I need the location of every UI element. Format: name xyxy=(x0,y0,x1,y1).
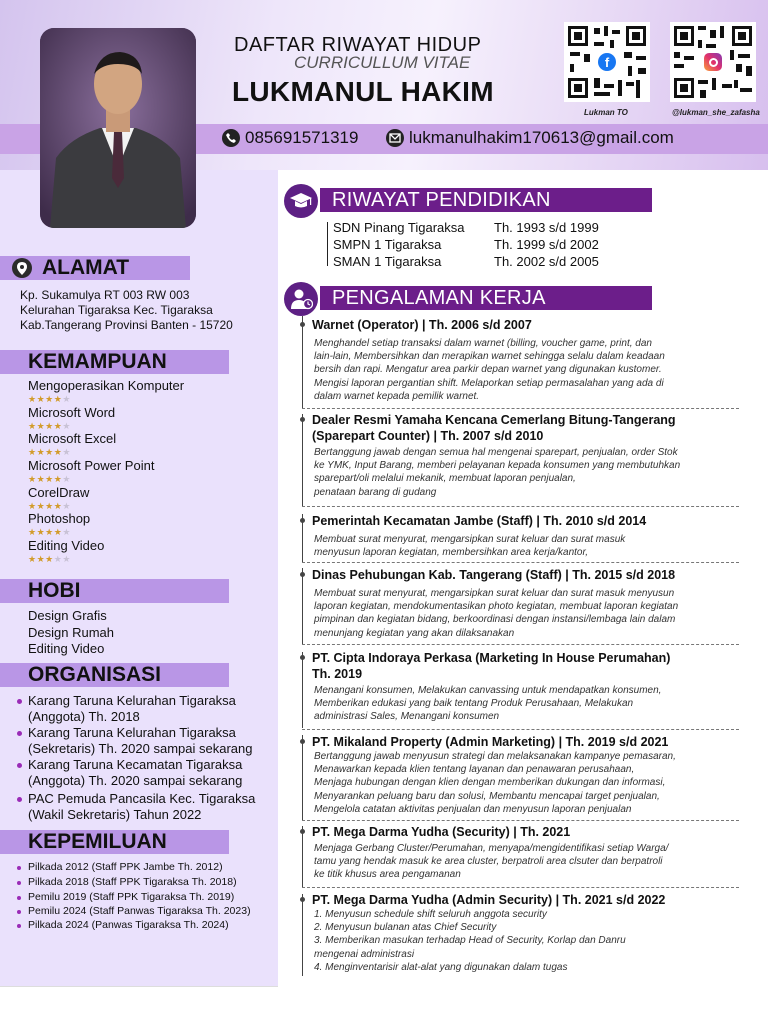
job-description-line: Menawarkan kepada klien tentang layanan dan penawaran perusahaan, xyxy=(314,764,635,776)
organisasi-item-line: (Sekretaris) Th. 2020 sampai sekarang xyxy=(28,741,253,756)
kepemiluan-item: Pilkada 2024 (Panwas Tigaraksa Th. 2024) xyxy=(28,919,229,931)
star-icon: ★ xyxy=(53,554,63,564)
skill-name: CorelDraw xyxy=(28,485,90,500)
job-description-line: bersih dan rapi. Mengatur area parkir depan warnet yang digunakan kustomer. xyxy=(314,364,662,376)
job-description-line: 2. Menyusun bulanan atas Chief Security xyxy=(314,922,497,934)
education-timeline xyxy=(327,222,328,266)
work-person-icon xyxy=(284,282,318,316)
job-description-line: Bertanggung jawab menyusun strategi dan melaksanakan kampanye pemasaran, xyxy=(314,751,676,762)
divider xyxy=(0,986,278,987)
job-description-line: Menyarankan peluang baru dan solusi, Membantu mencapai target penjualan, xyxy=(314,790,660,802)
star-icon: ★ xyxy=(45,474,54,484)
star-icon: ★ xyxy=(53,421,63,431)
facebook-icon: f xyxy=(598,53,616,71)
timeline-line xyxy=(302,735,303,820)
pengalaman-heading: PENGALAMAN KERJA xyxy=(320,286,652,310)
job-description-line: Menjaga Gerbang Cluster/Perumahan, menyapa/mengidentifikasi setiap Warga/ xyxy=(314,843,669,854)
dashed-divider xyxy=(302,729,739,730)
star-icon: ★ xyxy=(28,501,37,511)
job-description-line: pimpinan dan kegiatan bidang, berkoordinasi dengan instansi/lembaga lain dalam xyxy=(314,614,676,626)
facebook-qr-label: Lukman TO xyxy=(584,108,628,117)
timeline-line xyxy=(302,568,303,644)
job-description-line: Membuat surat menyurat, mengarsipkan surat keluar dan surat masuk xyxy=(314,534,626,545)
job-description-line: 1. Menyusun schedule shift seluruh anggota security xyxy=(314,909,547,920)
job-description-line: menyusun laporan kegiatan, membersihkan area kerja/kantor, xyxy=(314,547,589,559)
instagram-qr-label: @lukman_she_zafasha xyxy=(672,108,760,117)
dashed-divider xyxy=(302,820,739,821)
star-icon: ★ xyxy=(45,421,54,431)
organisasi-item-line: Karang Taruna Kelurahan Tigaraksa xyxy=(28,693,236,708)
job-description-line: laporan kegiatan, mendokumentasikan photo kegiatan, membuat laporan kegiatan xyxy=(314,601,679,613)
job-description-line: Bertanggung jawab dengan semua hal mengenai sparepart, penjualan, order Stok xyxy=(314,447,678,458)
star-icon: ★ xyxy=(62,447,71,457)
star-icon: ★ xyxy=(62,394,71,404)
job-description-line: Mengelola catatan aktivitas penjualan dan menyusun laporan penjualan xyxy=(314,803,632,815)
school-name: SMAN 1 Tigaraksa xyxy=(333,254,442,269)
hobby-item: Design Rumah xyxy=(28,625,114,640)
skill-name: Editing Video xyxy=(28,538,105,553)
job-description-line: Mengisi laporan pergantian shift. Melaporkan setiap permasalahan yang ada di xyxy=(314,377,664,389)
school-name: SMPN 1 Tigaraksa xyxy=(333,237,442,252)
star-icon: ★ xyxy=(62,501,71,511)
graduation-cap-icon xyxy=(284,184,318,218)
job-description-line: Menghandel setiap transaksi dalam warnet (billing, voucher game, print, dan xyxy=(314,338,652,349)
school-name: SDN Pinang Tigaraksa xyxy=(333,220,465,235)
organisasi-item-line: (Anggota) Th. 2018 xyxy=(28,709,140,724)
bullet-icon xyxy=(17,866,21,870)
skill-rating-stars xyxy=(28,394,71,405)
address-line-1: Kp. Sukamulya RT 003 RW 003 xyxy=(20,288,190,302)
skill-name: Photoshop xyxy=(28,511,91,526)
star-icon: ★ xyxy=(53,394,63,404)
bullet-icon xyxy=(17,731,22,736)
job-description-line: menunjang kegiatan yang akan dilaksanakan xyxy=(314,627,515,639)
alamat-heading-text: ALAMAT xyxy=(42,256,130,279)
bullet-icon xyxy=(17,763,22,768)
hobi-heading: HOBI xyxy=(0,579,229,603)
skill-rating-stars xyxy=(28,447,71,458)
star-icon: ★ xyxy=(45,527,54,537)
skill-name: Microsoft Excel xyxy=(28,431,117,446)
star-icon: ★ xyxy=(62,554,71,564)
job-description-line: administrasi Sales, Menangani konsumen xyxy=(314,711,500,723)
job-description-line: Memberikan edukasi yang baik tentang Produk Perusahaan, Melakukan xyxy=(314,698,634,710)
job-title: Dealer Resmi Yamaha Kencana Cemerlang Bitung-Tangerang xyxy=(312,413,676,427)
star-icon: ★ xyxy=(53,474,63,484)
organisasi-item-line: (Anggota) Th. 2020 sampai sekarang xyxy=(28,773,243,788)
star-icon: ★ xyxy=(36,447,46,457)
dashed-divider xyxy=(302,408,739,409)
star-icon: ★ xyxy=(28,447,37,457)
star-icon: ★ xyxy=(28,554,37,564)
job-description-line: dalam warnet kepada pemilik warnet. xyxy=(314,390,480,402)
dashed-divider xyxy=(302,644,739,645)
job-description-line: ke YMK, Input Barang, memberi pelayanan kepada konsumen yang membutuhkan xyxy=(314,460,681,472)
star-icon: ★ xyxy=(45,394,54,404)
dashed-divider xyxy=(302,887,739,888)
person-name: LUKMANUL HAKIM xyxy=(232,76,494,107)
skill-name: Microsoft Word xyxy=(28,405,116,420)
dashed-divider xyxy=(302,562,739,563)
address-line-3: Kab.Tangerang Provinsi Banten - 15720 xyxy=(20,318,233,332)
job-title: Pemerintah Kecamatan Jambe (Staff) | Th. 2010 s/d 2014 xyxy=(312,514,647,528)
star-icon: ★ xyxy=(36,554,46,564)
job-description-line: lain-lain, Membersihkan dan merapikan warnet sehingga selalu dalam keadaan xyxy=(314,351,665,363)
job-title: (Sparepart Counter) | Th. 2007 s/d 2010 xyxy=(312,429,544,443)
bullet-icon xyxy=(17,924,21,928)
school-year: Th. 1999 s/d 2002 xyxy=(494,237,599,252)
organisasi-heading: ORGANISASI xyxy=(0,663,229,687)
school-year: Th. 2002 s/d 2005 xyxy=(494,254,599,269)
star-icon: ★ xyxy=(28,421,37,431)
phone-icon xyxy=(222,129,240,147)
location-pin-icon xyxy=(12,258,32,278)
instagram-qr-code xyxy=(670,22,756,102)
job-description-line: ke titik khusus area pengamanan xyxy=(314,869,461,881)
skill-name: Mengoperasikan Komputer xyxy=(28,378,185,393)
job-title: PT. Cipta Indoraya Perkasa (Marketing In House Perumahan) xyxy=(312,651,671,665)
document-title: DAFTAR RIWAYAT HIDUP xyxy=(234,34,482,56)
organisasi-item-line: (Wakil Sekretaris) Tahun 2022 xyxy=(28,807,202,822)
pendidikan-heading: RIWAYAT PENDIDIKAN xyxy=(320,188,652,212)
job-description-line: sparepart/oli melalui mekanik, membuat laporan penjualan, xyxy=(314,473,576,485)
bullet-icon xyxy=(17,699,22,704)
star-icon: ★ xyxy=(45,554,54,564)
timeline-line xyxy=(302,826,303,887)
school-year: Th. 1993 s/d 1999 xyxy=(494,220,599,235)
email-contact xyxy=(386,128,674,148)
star-icon: ★ xyxy=(62,421,71,431)
star-icon: ★ xyxy=(53,447,63,457)
timeline-line xyxy=(302,514,303,562)
address-line-2: Kelurahan Tigaraksa Kec. Tigaraksa xyxy=(20,303,213,317)
hobby-item: Editing Video xyxy=(28,641,105,656)
star-icon: ★ xyxy=(62,474,71,484)
dashed-divider xyxy=(302,506,739,507)
star-icon: ★ xyxy=(28,527,37,537)
star-icon: ★ xyxy=(53,501,63,511)
star-icon: ★ xyxy=(36,501,46,511)
job-description-line: mengenai administrasi xyxy=(314,948,415,960)
bullet-icon xyxy=(17,910,21,914)
job-description-line: tamu yang hendak masuk ke area cluster, berpatroli area clsuter dan berpatroli xyxy=(314,856,663,868)
star-icon: ★ xyxy=(36,394,46,404)
job-title: PT. Mega Darma Yudha (Security) | Th. 2021 xyxy=(312,825,571,839)
job-title: Dinas Pehubungan Kab. Tangerang (Staff) | Th. 2015 s/d 2018 xyxy=(312,568,676,582)
organisasi-item-line: Karang Taruna Kelurahan Tigaraksa xyxy=(28,725,236,740)
kemampuan-heading: KEMAMPUAN xyxy=(0,350,229,374)
job-description-line: 4. Menginventarisir alat-alat yang digunakan dalam tugas xyxy=(314,961,568,973)
star-icon: ★ xyxy=(62,527,71,537)
skill-rating-stars xyxy=(28,474,71,485)
mail-icon xyxy=(386,129,404,147)
facebook-qr-code xyxy=(564,22,650,102)
star-icon: ★ xyxy=(36,421,46,431)
timeline-line xyxy=(302,894,303,976)
star-icon: ★ xyxy=(45,447,54,457)
timeline-line xyxy=(302,414,303,506)
bullet-icon xyxy=(17,881,21,885)
job-description-line: Menangani konsumen, Melakukan canvassing untuk mendapatkan konsumen, xyxy=(314,685,662,696)
star-icon: ★ xyxy=(36,527,46,537)
bullet-icon xyxy=(17,797,22,802)
kepemiluan-heading: KEPEMILUAN xyxy=(0,830,229,854)
document-subtitle: CURRICULLUM VITAE xyxy=(294,53,471,72)
kepemiluan-item: Pilkada 2012 (Staff PPK Jambe Th. 2012) xyxy=(28,861,223,873)
job-description-line: Membuat surat menyurat, mengarsipkan surat keluar dan surat masuk menyusun xyxy=(314,588,675,599)
job-description-line: Menjaga hubungan dengan klien dengan memberikan dukungan dan informasi, xyxy=(314,777,666,789)
timeline-line xyxy=(302,316,303,408)
organisasi-item-line: Karang Taruna Kecamatan Tigaraksa xyxy=(28,757,243,772)
kepemiluan-item: Pilkada 2018 (Staff PPK Tigaraksa Th. 2018) xyxy=(28,876,237,888)
skill-name: Microsoft Power Point xyxy=(28,458,155,473)
kepemiluan-item: Pemilu 2024 (Staff Panwas Tigaraksa Th. 2023) xyxy=(28,905,251,917)
job-title: Th. 2019 xyxy=(312,667,363,681)
star-icon: ★ xyxy=(45,501,54,511)
job-description-line: 3. Memberikan masukan terhadap Head of Security, Korlap dan Danru xyxy=(314,935,626,947)
email-address: lukmanulhakim170613@gmail.com xyxy=(409,128,674,147)
phone-number: 085691571319 xyxy=(245,128,359,147)
star-icon: ★ xyxy=(28,474,37,484)
star-icon: ★ xyxy=(53,527,63,537)
timeline-line xyxy=(302,652,303,728)
star-icon: ★ xyxy=(28,394,37,404)
job-title: PT. Mega Darma Yudha (Admin Security) | Th. 2021 s/d 2022 xyxy=(312,893,666,907)
profile-photo xyxy=(40,28,196,228)
star-icon: ★ xyxy=(36,474,46,484)
kepemiluan-item: Pemilu 2019 (Staff PPK Tigaraksa Th. 2019) xyxy=(28,891,235,903)
job-title: PT. Mikaland Property (Admin Marketing) | Th. 2019 s/d 2021 xyxy=(312,735,669,749)
bullet-icon xyxy=(17,896,21,900)
phone-contact xyxy=(222,128,358,148)
job-description-line: penataan barang di gudang xyxy=(314,486,437,498)
skill-rating-stars xyxy=(28,554,71,565)
skill-rating-stars xyxy=(28,527,71,538)
job-title: Warnet (Operator) | Th. 2006 s/d 2007 xyxy=(312,318,532,332)
organisasi-item-line: PAC Pemuda Pancasila Kec. Tigaraksa xyxy=(28,791,256,806)
hobby-item: Design Grafis xyxy=(28,608,107,623)
instagram-icon xyxy=(704,53,722,71)
